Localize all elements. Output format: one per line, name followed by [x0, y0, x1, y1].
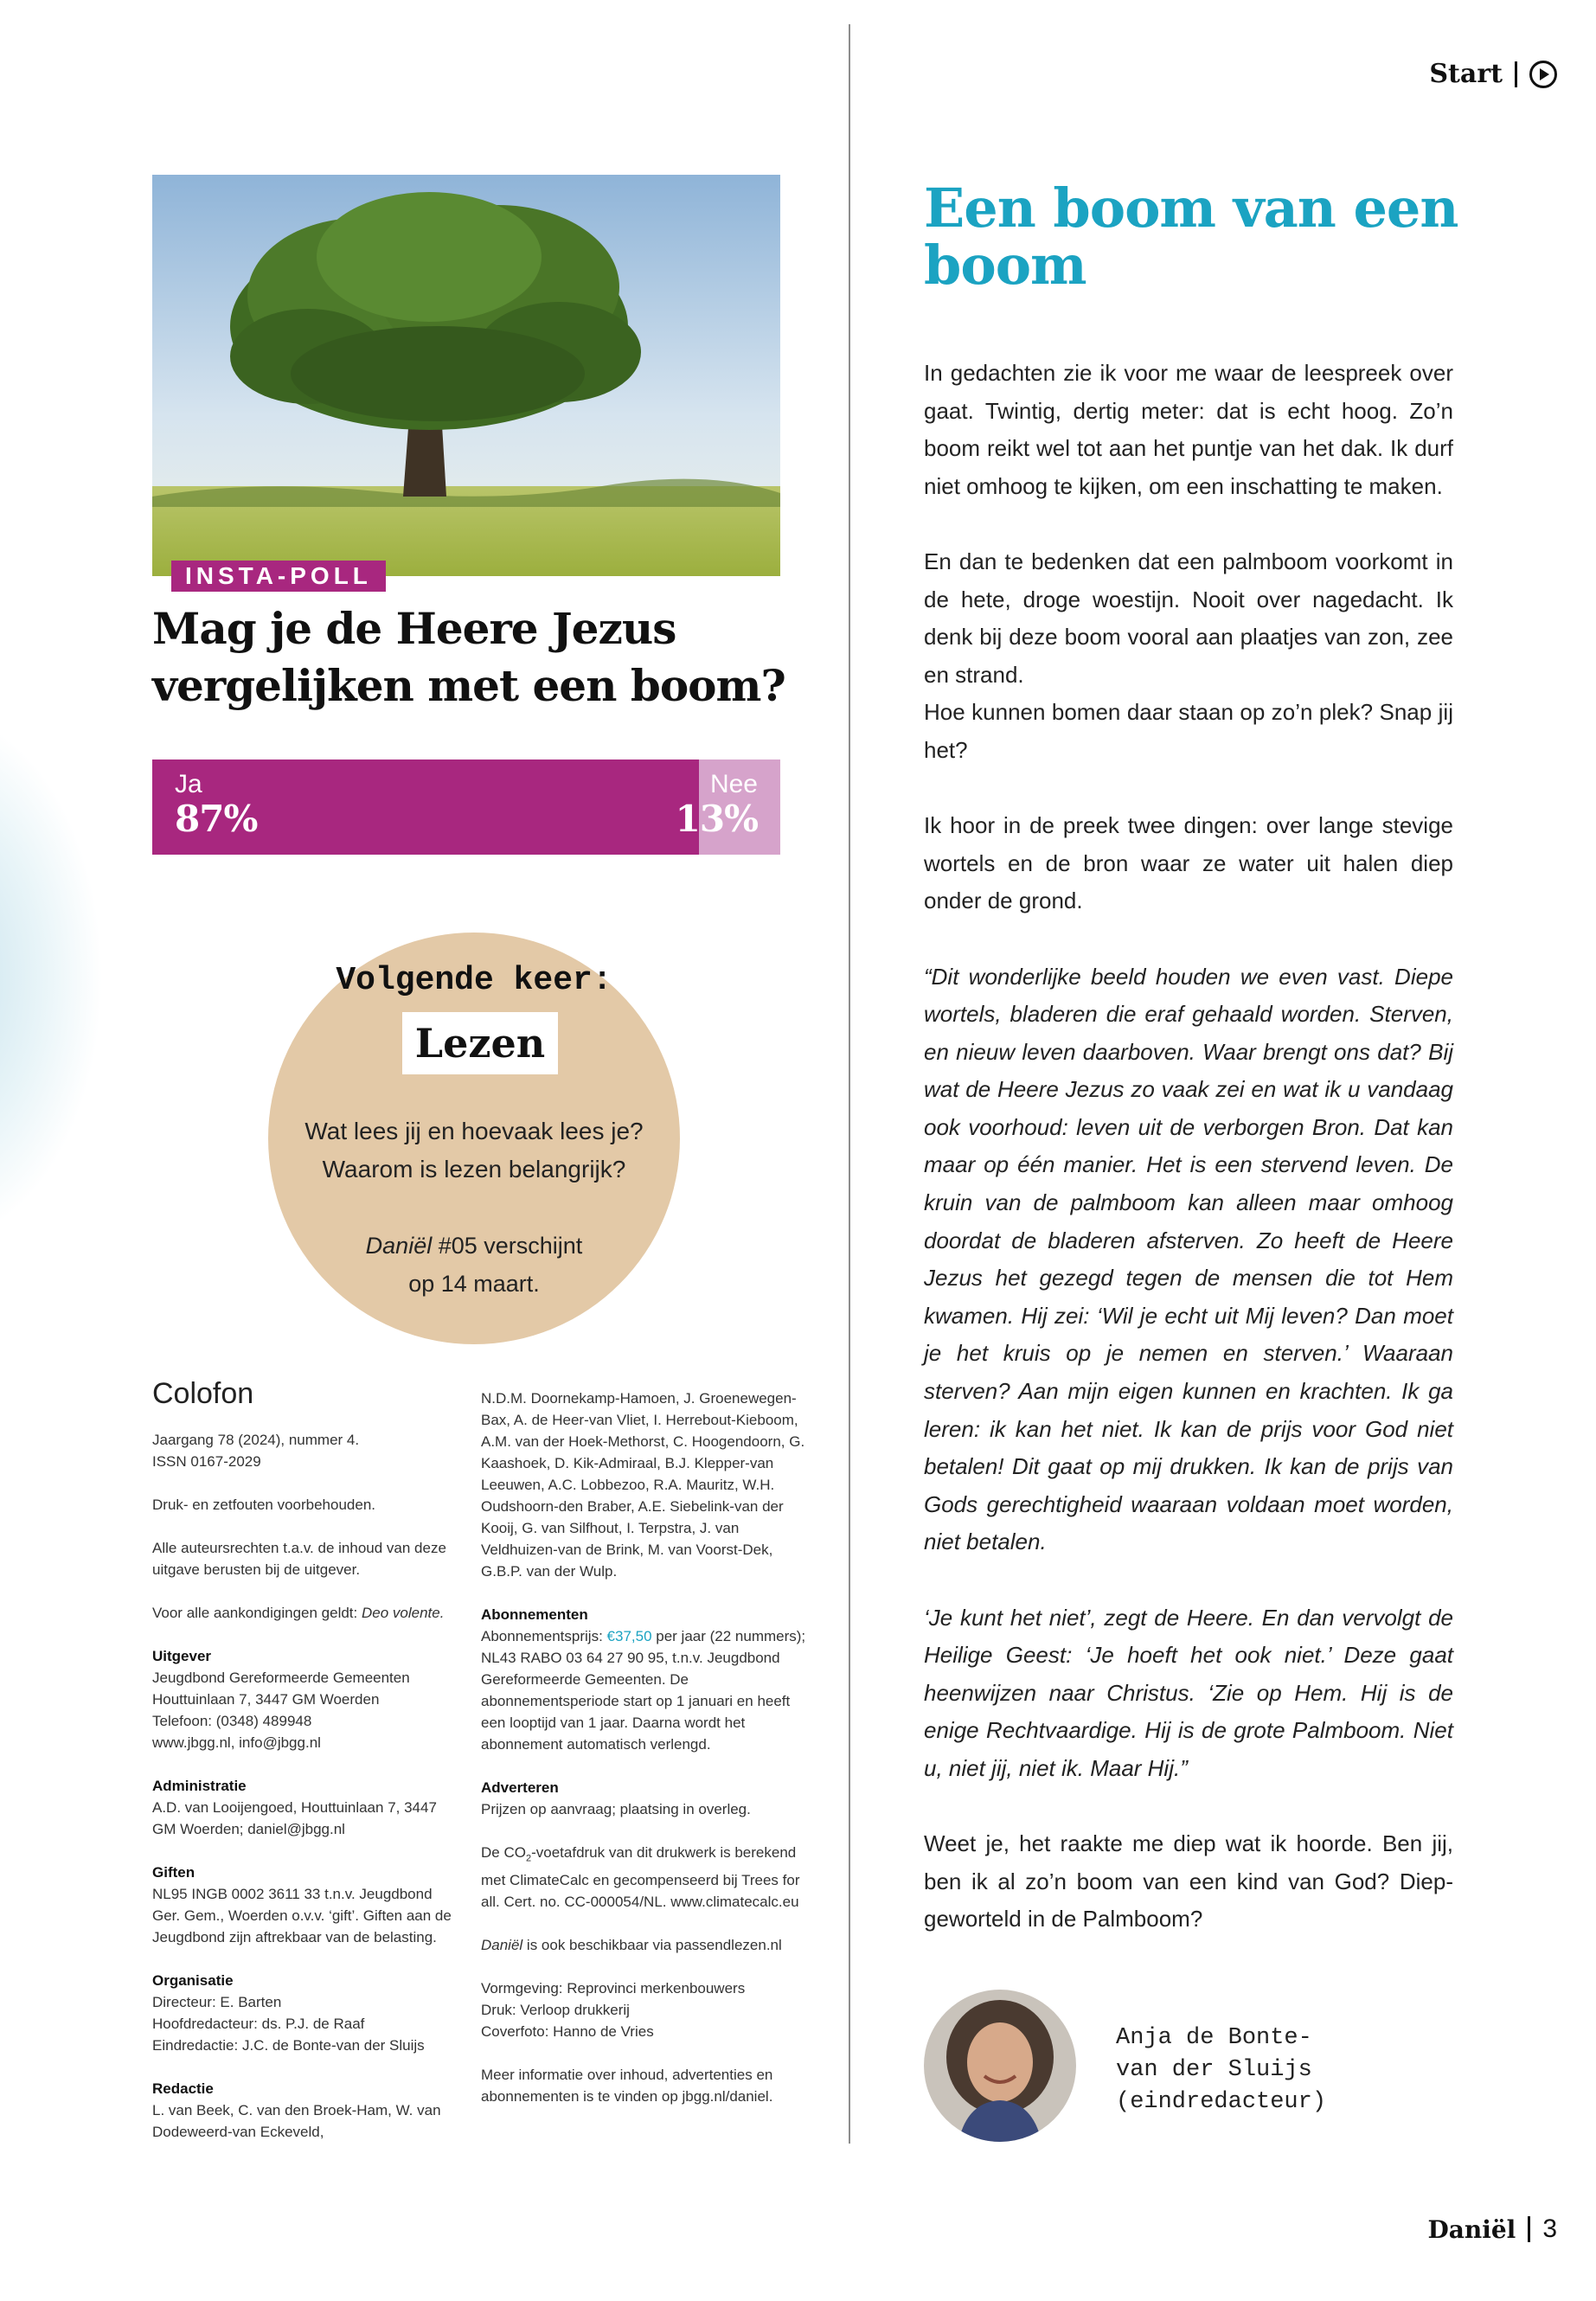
column-divider: [849, 24, 850, 2144]
poll-question: Mag je de Heere Jezus vergelijken met een boom?: [152, 603, 785, 711]
article-title: Een boom van een boom: [924, 176, 1458, 297]
colofon-uitgever-name: Jeugdbond Gereformeerde Gemeenten: [152, 1670, 410, 1686]
next-issue-number: #05 verschijnt: [432, 1233, 583, 1259]
next-issue-questions: [268, 1112, 680, 1189]
colofon-deo-volente: Deo volente.: [361, 1605, 445, 1621]
colofon-org-editor-in-chief: Hoofdredacteur: ds. P.J. de Raaf: [152, 2016, 365, 2032]
poll-yes-segment: [152, 760, 699, 855]
colofon-org-final-editor: Eindredactie: J.C. de Bonte-van der Sluijs: [152, 2037, 425, 2054]
colofon-coverfoto: Coverfoto: Hanno de Vries: [481, 2023, 654, 2041]
colofon-uitgever-phone: Telefoon: (0348) 489948: [152, 1713, 312, 1729]
colofon-uitgever-heading: Uitgever: [152, 1648, 212, 1664]
colofon-title: Colofon: [152, 1377, 254, 1410]
colofon-redactie-text: L. van Beek, C. van den Broek-Ham, W. van Dodeweerd-van Eckeveld,: [152, 2102, 441, 2140]
colofon-abo-pre: Abonnementsprijs:: [481, 1628, 607, 1644]
next-issue-question-1: Wat lees jij en hoevaak lees je?: [304, 1118, 644, 1144]
colofon-column-1: [152, 1429, 464, 2164]
article-body: [924, 355, 1453, 1977]
start-label[interactable]: Start: [1429, 59, 1503, 89]
colofon-abo-price: €37,50: [606, 1628, 652, 1644]
next-issue-label: Volgende keer:: [336, 962, 612, 999]
nav-separator: [1515, 61, 1517, 87]
colofon-giften-text: NL95 INGB 0002 3611 33 t.n.v. Jeugdbond Ger. Gem., Woerden o.v.v. ‘gift’. Giften aan de Jeugdbond zijn aftrekbaar van de belasting.: [152, 1886, 452, 1945]
colofon-org-heading: Organisatie: [152, 1972, 234, 1989]
insta-poll-tag: INSTA-POLL: [171, 561, 386, 592]
colofon-abo-text: per jaar (22 nummers); NL43 RABO 03 64 27 90 95, t.n.v. Jeugdbond Gereformeerde Gemeenten. De abonnementsperiode start op 1 januari en heeft een looptijd van 1 jaar. Daarna wordt het abonnement automatisch verlengd.: [481, 1628, 806, 1753]
colofon-issn: ISSN 0167-2029: [152, 1453, 261, 1470]
colofon-uitgever-address: Houttuinlaan 7, 3447 GM Woerden: [152, 1691, 380, 1708]
watercolor-decoration: [0, 709, 104, 1246]
article-paragraph-2: En dan te bedenken dat een palmboom voorkomt in de hete, droge woestijn. Nooit over nagedacht. Ik denk bij deze boom vooral aan plaatjes van zon, zee en strand.: [924, 548, 1453, 688]
colofon-jaargang: Jaargang 78 (2024), nummer 4.: [152, 1432, 360, 1448]
article-paragraph-1: In gedachten zie ik voor me waar de leespreek over gaat. Twintig, dertig meter: dat is echt hoog. Zo’n boom reikt wel tot aan het puntje van het dak. Ik durf niet omhoog te kijken, om een inschatting te maken.: [924, 360, 1453, 499]
colofon-co2-text: -voetafdruk van dit drukwerk is berekend met ClimateCalc en gecompenseerd bij Trees for all. Cert. no. CC-000054/NL. www.climatecalc.eu: [481, 1844, 800, 1911]
colofon-admin-text: A.D. van Looijengoed, Houttuinlaan 7, 3447 GM Woerden; daniel@jbgg.nl: [152, 1799, 437, 1837]
article-paragraph-4: Ik hoor in de preek twee dingen: over lange stevige wortels en de bron waar ze water uit halen diep onder de grond.: [924, 812, 1453, 914]
tree-photo: [152, 175, 780, 576]
colofon-druk-info: Druk: Verloop drukkerij: [481, 2002, 630, 2019]
poll-yes-label: Ja: [175, 770, 202, 798]
page-footer: [1427, 2214, 1557, 2244]
start-nav[interactable]: [1429, 59, 1557, 89]
article-paragraph-3: Hoe kunnen bomen daar staan op zo’n plek? Snap jij het?: [924, 699, 1453, 763]
colofon-rechten: Alle auteursrechten t.a.v. de inhoud van deze uitgave berusten bij de uitgever.: [152, 1540, 446, 1578]
footer-magazine-name: Daniël: [1427, 2214, 1516, 2244]
poll-no-segment: [675, 760, 780, 855]
magazine-name: Daniël: [365, 1233, 433, 1259]
poll-no-percentage: 13%: [675, 798, 758, 840]
footer-separator: [1528, 2216, 1530, 2242]
colofon-adv-heading: Adverteren: [481, 1779, 559, 1796]
colofon-admin-heading: Administratie: [152, 1778, 247, 1794]
poll-yes-percentage: 87%: [175, 798, 258, 840]
colofon-co2-a: De CO: [481, 1844, 526, 1861]
colofon-vormgeving: Vormgeving: Reprovinci merkenbouwers: [481, 1980, 746, 1997]
colofon-redactie-heading: Redactie: [152, 2080, 214, 2097]
colofon-adv-text: Prijzen op aanvraag; plaatsing in overleg.: [481, 1801, 751, 1817]
colofon-uitgever-web[interactable]: www.jbgg.nl, info@jbgg.nl: [152, 1734, 321, 1751]
article-quote-1: “Dit wonderlijke beeld houden we even vast. Diepe wortels, bladeren die eraf gehaald worden. Sterven, en nieuw leven daarboven. Waar brengt ons dat? Bij wat de Heere Jezus zo vaak zei en wat ik u vandaag ook voorhoud: leven uit de verborgen Bron. Dat kan maar op één manier. Het is een stervend leven. De kruin van de palmboom kan alleen maar omhoog doordat de bladeren afsterven. Zo heeft de Heere Jezus het gezegd tegen de mensen die tot Hem kwamen. Hij zei: ‘Wil je echt uit Mij leven? Dan moet je het kruis op je nemen en sterven.’ Waaraan sterven? Aan mijn eigen kunnen en krachten. Ik ga leren: ik kan het niet. Ik kan de prijs voor God niet betalen! Dit gaat op mij drukken. Ik kan de prijs van Gods gerechtigheid waaraan voldaan moet worden, niet betalen.: [924, 963, 1453, 1555]
author-name: Anja de Bonte- van der Sluijs (eindredacteur): [1116, 2025, 1327, 2115]
colofon-redactie-continued: N.D.M. Doornekamp-Hamoen, J. Groenewegen-Bax, A. de Heer-van Vliet, I. Herrebout-Kieboom, A.M. van der Hoek-Methorst, C. Hoogendoorn, G. Kaashoek, D. Kik-Admiraal, B.J. Klepper-van Leeuwen, A.C. Lobbezoo, R.A. Mauritz, W.H. Oudshoorn-den Braber, A.E. Siebelink-van der Kooij, G. van Silfhout, I. Terpstra, J. van Veldhuizen-van de Brink, M. van Voorst-Dek, G.B.P. van der Wulp.: [481, 1390, 805, 1580]
colofon-column-2: [481, 1388, 810, 2129]
poll-result-bar: [152, 760, 780, 855]
colofon-aankondigingen: Voor alle aankondigingen geldt:: [152, 1605, 362, 1621]
colofon-druk: Druk- en zetfouten voorbehouden.: [152, 1497, 376, 1513]
colofon-meer-info: Meer informatie over inhoud, advertenties en abonnementen is te vinden op jbgg.nl/daniel.: [481, 2067, 773, 2106]
next-issue-release: op 14 maart.: [408, 1271, 540, 1297]
article-paragraph-7: Weet je, het raakte me diep wat ik hoorde. Ben jij, ben ik al zo’n boom van een kind van God? Diepgeworteld in de Palmboom?: [924, 1830, 1453, 1932]
colofon-pl-magazine: Daniël: [481, 1937, 523, 1954]
article-quote-2: ‘Je kunt het niet’, zegt de Heere. En dan vervolgt de Heilige Geest: ‘Je hoeft het ook niet.’ Deze gaat heenwijzen naar Christus. ‘Zie op Hem. Hij is de enige Rechtvaardige. Hij is de grote Palmboom. Niet u, niet jij, niet ik. Maar Hij.”: [924, 1604, 1453, 1781]
page-number: 3: [1542, 2214, 1557, 2243]
author-avatar: [924, 1990, 1076, 2142]
next-issue-date: [268, 1227, 680, 1303]
colofon-co2-sub: 2: [525, 1853, 532, 1864]
colofon-abo-heading: Abonnementen: [481, 1606, 588, 1623]
colofon-pl-text: is ook beschikbaar via passendlezen.nl: [522, 1937, 782, 1954]
poll-no-label: Nee: [709, 770, 758, 798]
play-circle-icon[interactable]: [1529, 61, 1557, 88]
colofon-org-director: Directeur: E. Barten: [152, 1994, 282, 2010]
next-issue-question-2: Waarom is lezen belangrijk?: [322, 1156, 626, 1183]
colofon-giften-heading: Giften: [152, 1864, 195, 1881]
next-issue-topic: Lezen: [402, 1012, 558, 1074]
